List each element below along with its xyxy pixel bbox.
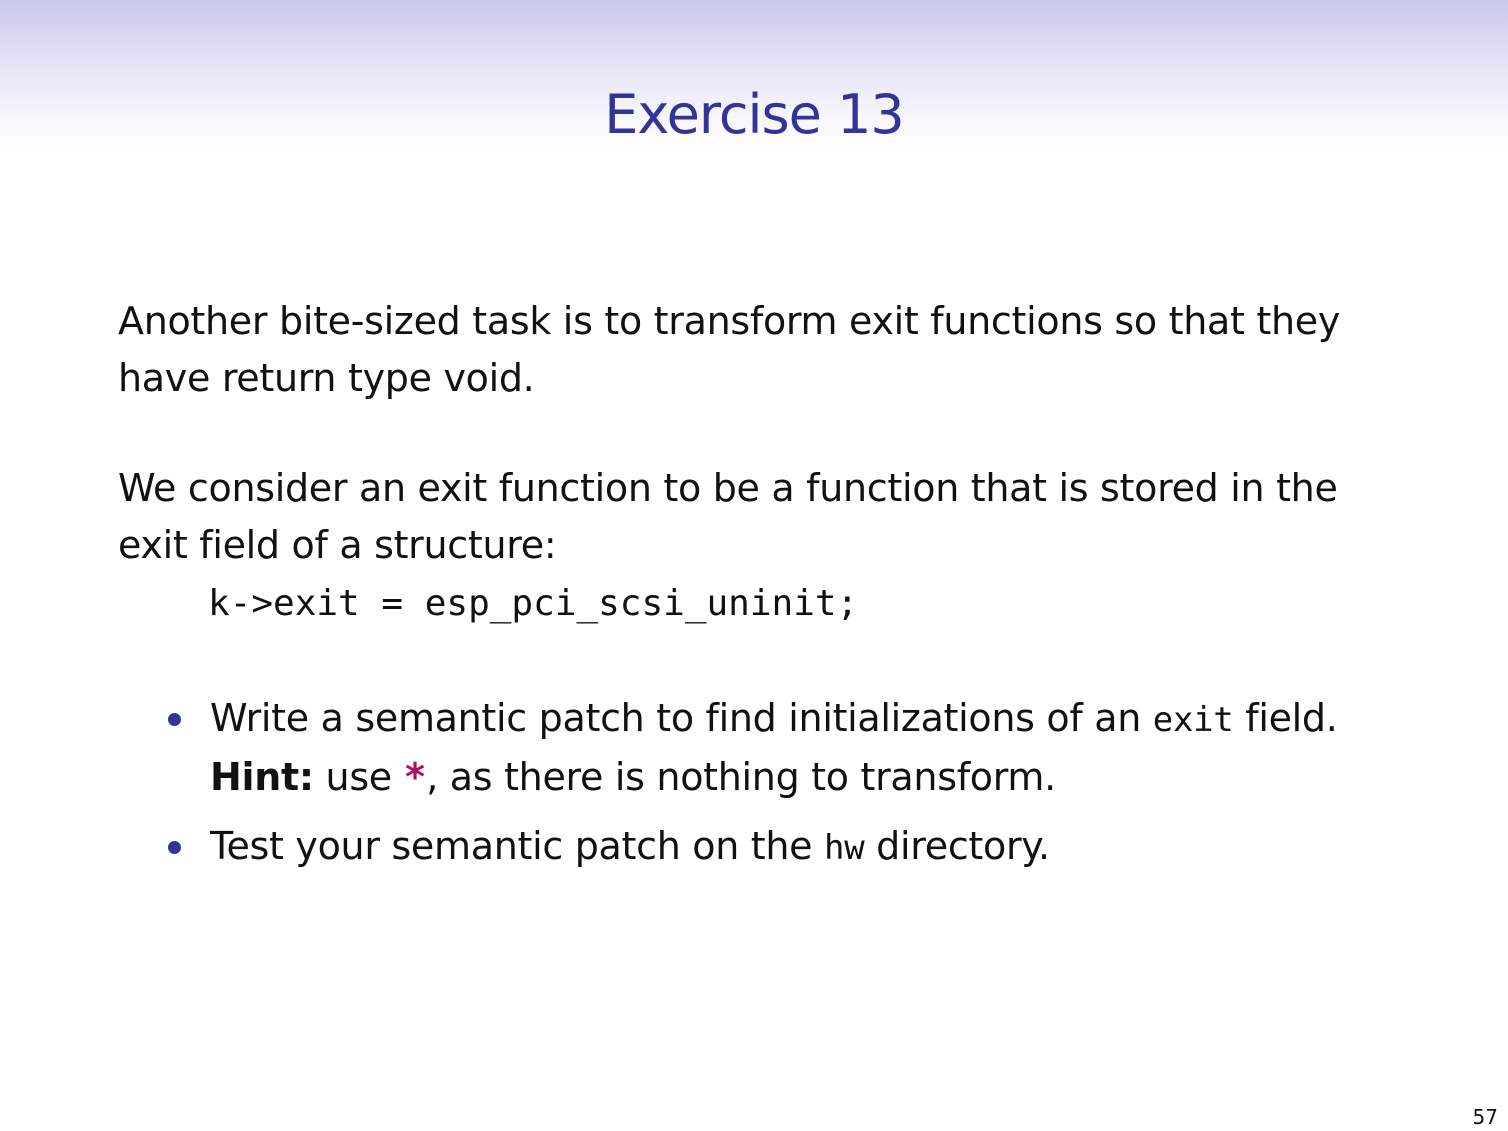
star-symbol: *: [403, 755, 427, 799]
bullet-text: Write a semantic patch to find initializations of an: [210, 696, 1153, 740]
bullet-icon: [168, 841, 181, 854]
hint-text: use: [313, 755, 404, 799]
definition-paragraph: We consider an exit function to be a function that is stored in the exit field of a structure:: [118, 466, 1338, 567]
bullet-icon: [168, 713, 181, 726]
hint-label: Hint:: [210, 755, 314, 799]
hint-text: , as there is nothing to transform.: [426, 755, 1056, 799]
task-list: [160, 690, 1460, 877]
inline-code: hw: [824, 828, 865, 868]
slide-title: Exercise 13: [604, 83, 904, 146]
bullet-text: Test your semantic patch on the: [210, 824, 825, 868]
list-item: [160, 818, 1460, 877]
intro-paragraph: Another bite-sized task is to transform exit functions so that they have return type void.: [118, 299, 1341, 400]
inline-code: exit: [1152, 700, 1234, 740]
bullet-text: directory.: [864, 824, 1050, 868]
page-number: 57: [1472, 1105, 1498, 1129]
bullet-text: field.: [1233, 696, 1338, 740]
code-example: k->exit = esp_pci_scsi_uninit;: [208, 583, 859, 624]
list-item: [160, 690, 1460, 806]
